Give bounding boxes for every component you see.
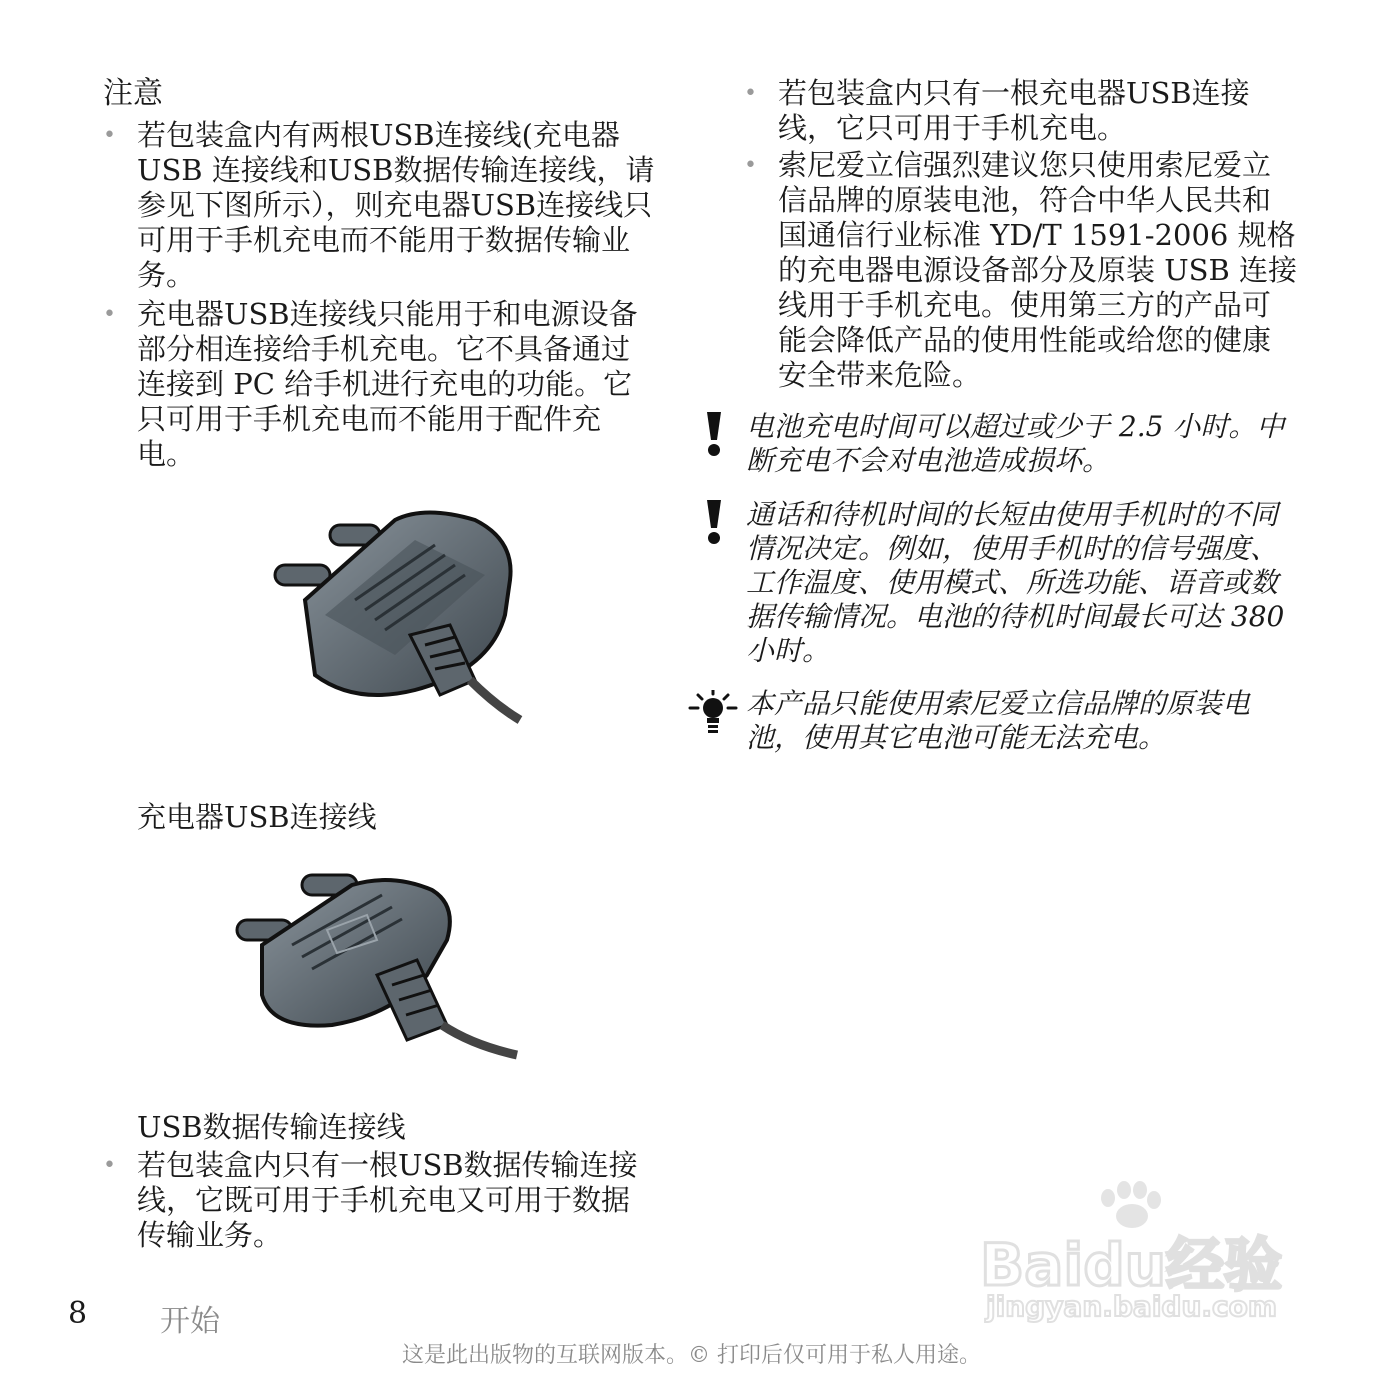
note-text: 通话和待机时间的长短由使用手机时的不同情况决定。例如，使用手机时的信号强度、工作温度、使用模式、所选功能、语音或数据传输情况。电池的待机时间最长可达 380 小时。 — [746, 498, 1285, 667]
watermark-url: jingyan.baidu.com — [986, 1290, 1278, 1323]
caption-charger-cable: 充电器USB连接线 — [137, 800, 377, 834]
list-item — [744, 148, 1298, 393]
watermark-logo: Baidu经验 — [980, 1231, 1283, 1299]
bullet-text: 若包装盒内有两根USB连接线(充电器USB 连接线和USB数据传输连接线，请参见下图所示），则充电器USB连接线只可用于手机充电而不能用于数据传输业务。 — [137, 118, 655, 292]
bullet-icon: • — [103, 302, 116, 327]
baidu-jingyan-watermark — [980, 1180, 1300, 1340]
exclamation-icon — [704, 500, 724, 546]
left-bullet-list-top — [103, 118, 657, 472]
bullet-text: 若包装盒内只有一根充电器USB连接线，它只可用于手机充电。 — [778, 76, 1250, 145]
list-item — [103, 297, 657, 472]
bullet-icon: • — [744, 153, 757, 178]
footer-notice: 这是此出版物的互联网版本。© 打印后仅可用于私人用途。 — [402, 1343, 981, 1368]
list-item — [103, 118, 657, 293]
usb-data-cable-illustration — [232, 865, 522, 1065]
left-bullet-list-bottom — [103, 1148, 657, 1253]
list-item — [744, 76, 1298, 146]
note-text: 本产品只能使用索尼爱立信品牌的原装电池，使用其它电池可能无法充电。 — [746, 687, 1251, 754]
bullet-icon: • — [744, 81, 757, 106]
note-heading: 注意 — [103, 76, 163, 111]
bullet-text: 索尼爱立信强烈建议您只使用索尼爱立信品牌的原装电池，符合中华人民共和国通信行业标准 YD/T 1591-2006 规格的充电器电源设备部分及原装 USB 连接线用于手机充电。使用第三方的产品可能会降低产品的使用性能或给您的健康安全带来危险。 — [778, 148, 1298, 392]
exclamation-icon — [704, 412, 724, 458]
lightbulb-icon — [688, 690, 738, 736]
page-number: 8 — [68, 1296, 88, 1331]
bullet-icon: • — [103, 123, 116, 148]
caption-data-cable: USB数据传输连接线 — [137, 1110, 406, 1144]
list-item — [103, 1148, 657, 1253]
note-text: 电池充电时间可以超过或少于 2.5 小时。中断充电不会对电池造成损坏。 — [746, 410, 1285, 477]
bullet-text: 充电器USB连接线只能用于和电源设备部分相连接给手机充电。它不具备通过连接到 PC 给手机进行充电的功能。它只可用于手机充电而不能用于配件充电。 — [137, 297, 638, 471]
right-bullet-list — [744, 76, 1298, 393]
bullet-icon: • — [103, 1153, 116, 1178]
charger-usb-cable-illustration — [265, 505, 525, 725]
section-title: 开始 — [160, 1304, 220, 1339]
bullet-text: 若包装盒内只有一根USB数据传输连接线，它既可用于手机充电又可用于数据传输业务。 — [137, 1148, 638, 1252]
